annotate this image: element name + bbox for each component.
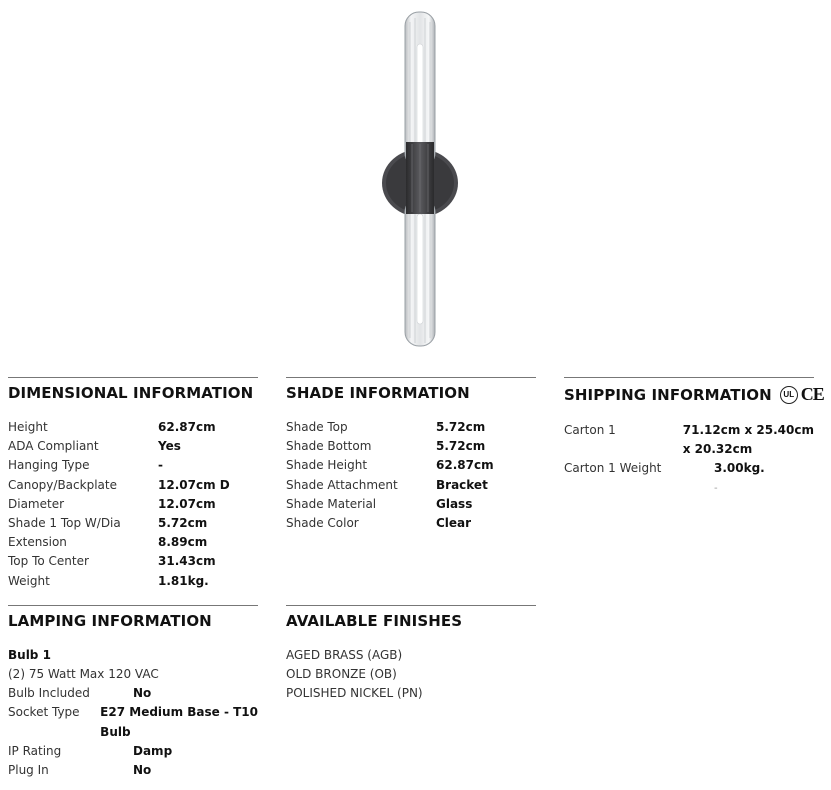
spec-label: Extension <box>8 535 67 550</box>
spec-value: 62.87cm <box>436 458 494 473</box>
spec-row <box>286 495 536 514</box>
spec-value: 8.89cm <box>158 535 208 550</box>
spec-row <box>564 459 814 478</box>
spec-value: - <box>158 458 163 473</box>
shipping-section <box>564 377 824 498</box>
ce-mark-icon: CE <box>800 384 824 404</box>
spec-row <box>8 437 258 456</box>
spec-label: Shade Bottom <box>286 439 372 454</box>
spec-row <box>8 456 258 475</box>
section-title-row <box>564 384 824 405</box>
spec-value: 12.07cm <box>158 496 216 511</box>
finish-item: POLISHED NICKEL (PN) <box>286 686 423 701</box>
section-title: DIMENSIONAL INFORMATION <box>8 384 254 402</box>
spec-value: 5.72cm <box>158 516 208 531</box>
spec-row <box>8 703 258 741</box>
spec-value: Bracket <box>436 477 488 492</box>
spec-row <box>564 479 814 498</box>
spec-label: Shade Attachment <box>286 477 398 492</box>
spec-row <box>8 572 258 591</box>
spec-label: Socket Type <box>8 705 80 720</box>
spec-label: Shade Height <box>286 458 368 473</box>
spec-label: IP Rating <box>8 743 62 758</box>
spec-value: Glass <box>436 496 473 511</box>
spec-row <box>8 742 258 761</box>
spec-label: ADA Compliant <box>8 439 99 454</box>
socket-type-line2: Bulb <box>100 724 131 739</box>
dimensional-rows <box>8 418 258 591</box>
section-divider <box>8 377 258 378</box>
spec-value: No <box>133 686 152 701</box>
spec-row <box>564 421 814 459</box>
spec-label: Canopy/Backplate <box>8 477 117 492</box>
spec-label: Carton 1 Weight <box>564 461 662 476</box>
spec-row <box>8 761 258 780</box>
socket-type-line1: E27 Medium Base - T10 <box>100 705 258 720</box>
ul-listed-icon: UL <box>780 386 798 404</box>
finishes-section <box>286 605 536 704</box>
spec-label: Height <box>8 420 48 434</box>
section-divider <box>286 605 536 606</box>
spec-value: Clear <box>436 516 472 531</box>
lamping-section <box>8 605 258 780</box>
carton-dimensions-line1: 71.12cm x 25.40cm <box>682 423 814 437</box>
section-title: SHADE INFORMATION <box>286 384 470 402</box>
spec-value: 3.00kg. <box>714 461 765 476</box>
placeholder-dash: - <box>714 482 718 494</box>
carton-dimensions-line2: x 20.32cm <box>682 442 753 457</box>
spec-row <box>8 552 258 571</box>
section-divider <box>286 377 536 378</box>
spec-value: 5.72cm <box>436 420 486 434</box>
spec-value: No <box>133 763 152 778</box>
section-divider <box>564 377 814 378</box>
spec-row <box>286 418 536 437</box>
spec-label: Weight <box>8 573 50 588</box>
spec-value: 5.72cm <box>436 439 486 454</box>
spec-label: Plug In <box>8 763 49 778</box>
shipping-rows <box>564 421 814 498</box>
spec-row <box>8 533 258 552</box>
spec-row <box>286 476 536 495</box>
spec-label: Shade Material <box>286 496 377 511</box>
section-title: LAMPING INFORMATION <box>8 612 212 630</box>
spec-label: Bulb Included <box>8 686 90 701</box>
lamping-rows <box>8 646 258 780</box>
spec-label: Carton 1 <box>564 423 616 437</box>
finish-item: OLD BRONZE (OB) <box>286 667 397 682</box>
shade-rows <box>286 418 536 533</box>
spec-row <box>8 495 258 514</box>
spec-row <box>8 476 258 495</box>
spec-value: Yes <box>158 439 181 454</box>
spec-label: Shade 1 Top W/Dia <box>8 516 121 531</box>
shade-section <box>286 377 536 533</box>
spec-value: 62.87cm <box>158 420 216 434</box>
bulb-description: (2) 75 Watt Max 120 VAC <box>8 667 159 681</box>
finish-item: AGED BRASS (AGB) <box>286 648 403 662</box>
section-title: SHIPPING INFORMATION <box>564 385 772 404</box>
spec-value: 31.43cm <box>158 554 216 569</box>
certification-marks <box>780 384 824 405</box>
spec-row <box>286 514 536 533</box>
spec-value: 12.07cm D <box>158 477 230 492</box>
spec-value <box>100 703 258 741</box>
spec-row <box>8 418 258 437</box>
spec-value: Damp <box>133 743 173 758</box>
spec-label: Shade Color <box>286 516 359 531</box>
spec-label: Shade Top <box>286 420 348 434</box>
spec-label: Diameter <box>8 496 65 511</box>
dimensional-section <box>8 377 258 591</box>
section-title: AVAILABLE FINISHES <box>286 612 463 630</box>
section-divider <box>8 605 258 606</box>
finishes-list <box>286 646 536 704</box>
product-image <box>360 8 470 348</box>
spec-value: 1.81kg. <box>158 573 209 588</box>
spec-row <box>286 456 536 475</box>
spec-label: Hanging Type <box>8 458 90 473</box>
spec-value <box>683 421 814 459</box>
spec-row <box>286 437 536 456</box>
spec-row <box>8 684 258 703</box>
bulb-heading: Bulb 1 <box>8 648 51 662</box>
spec-row <box>8 514 258 533</box>
spec-label: Top To Center <box>8 554 89 569</box>
